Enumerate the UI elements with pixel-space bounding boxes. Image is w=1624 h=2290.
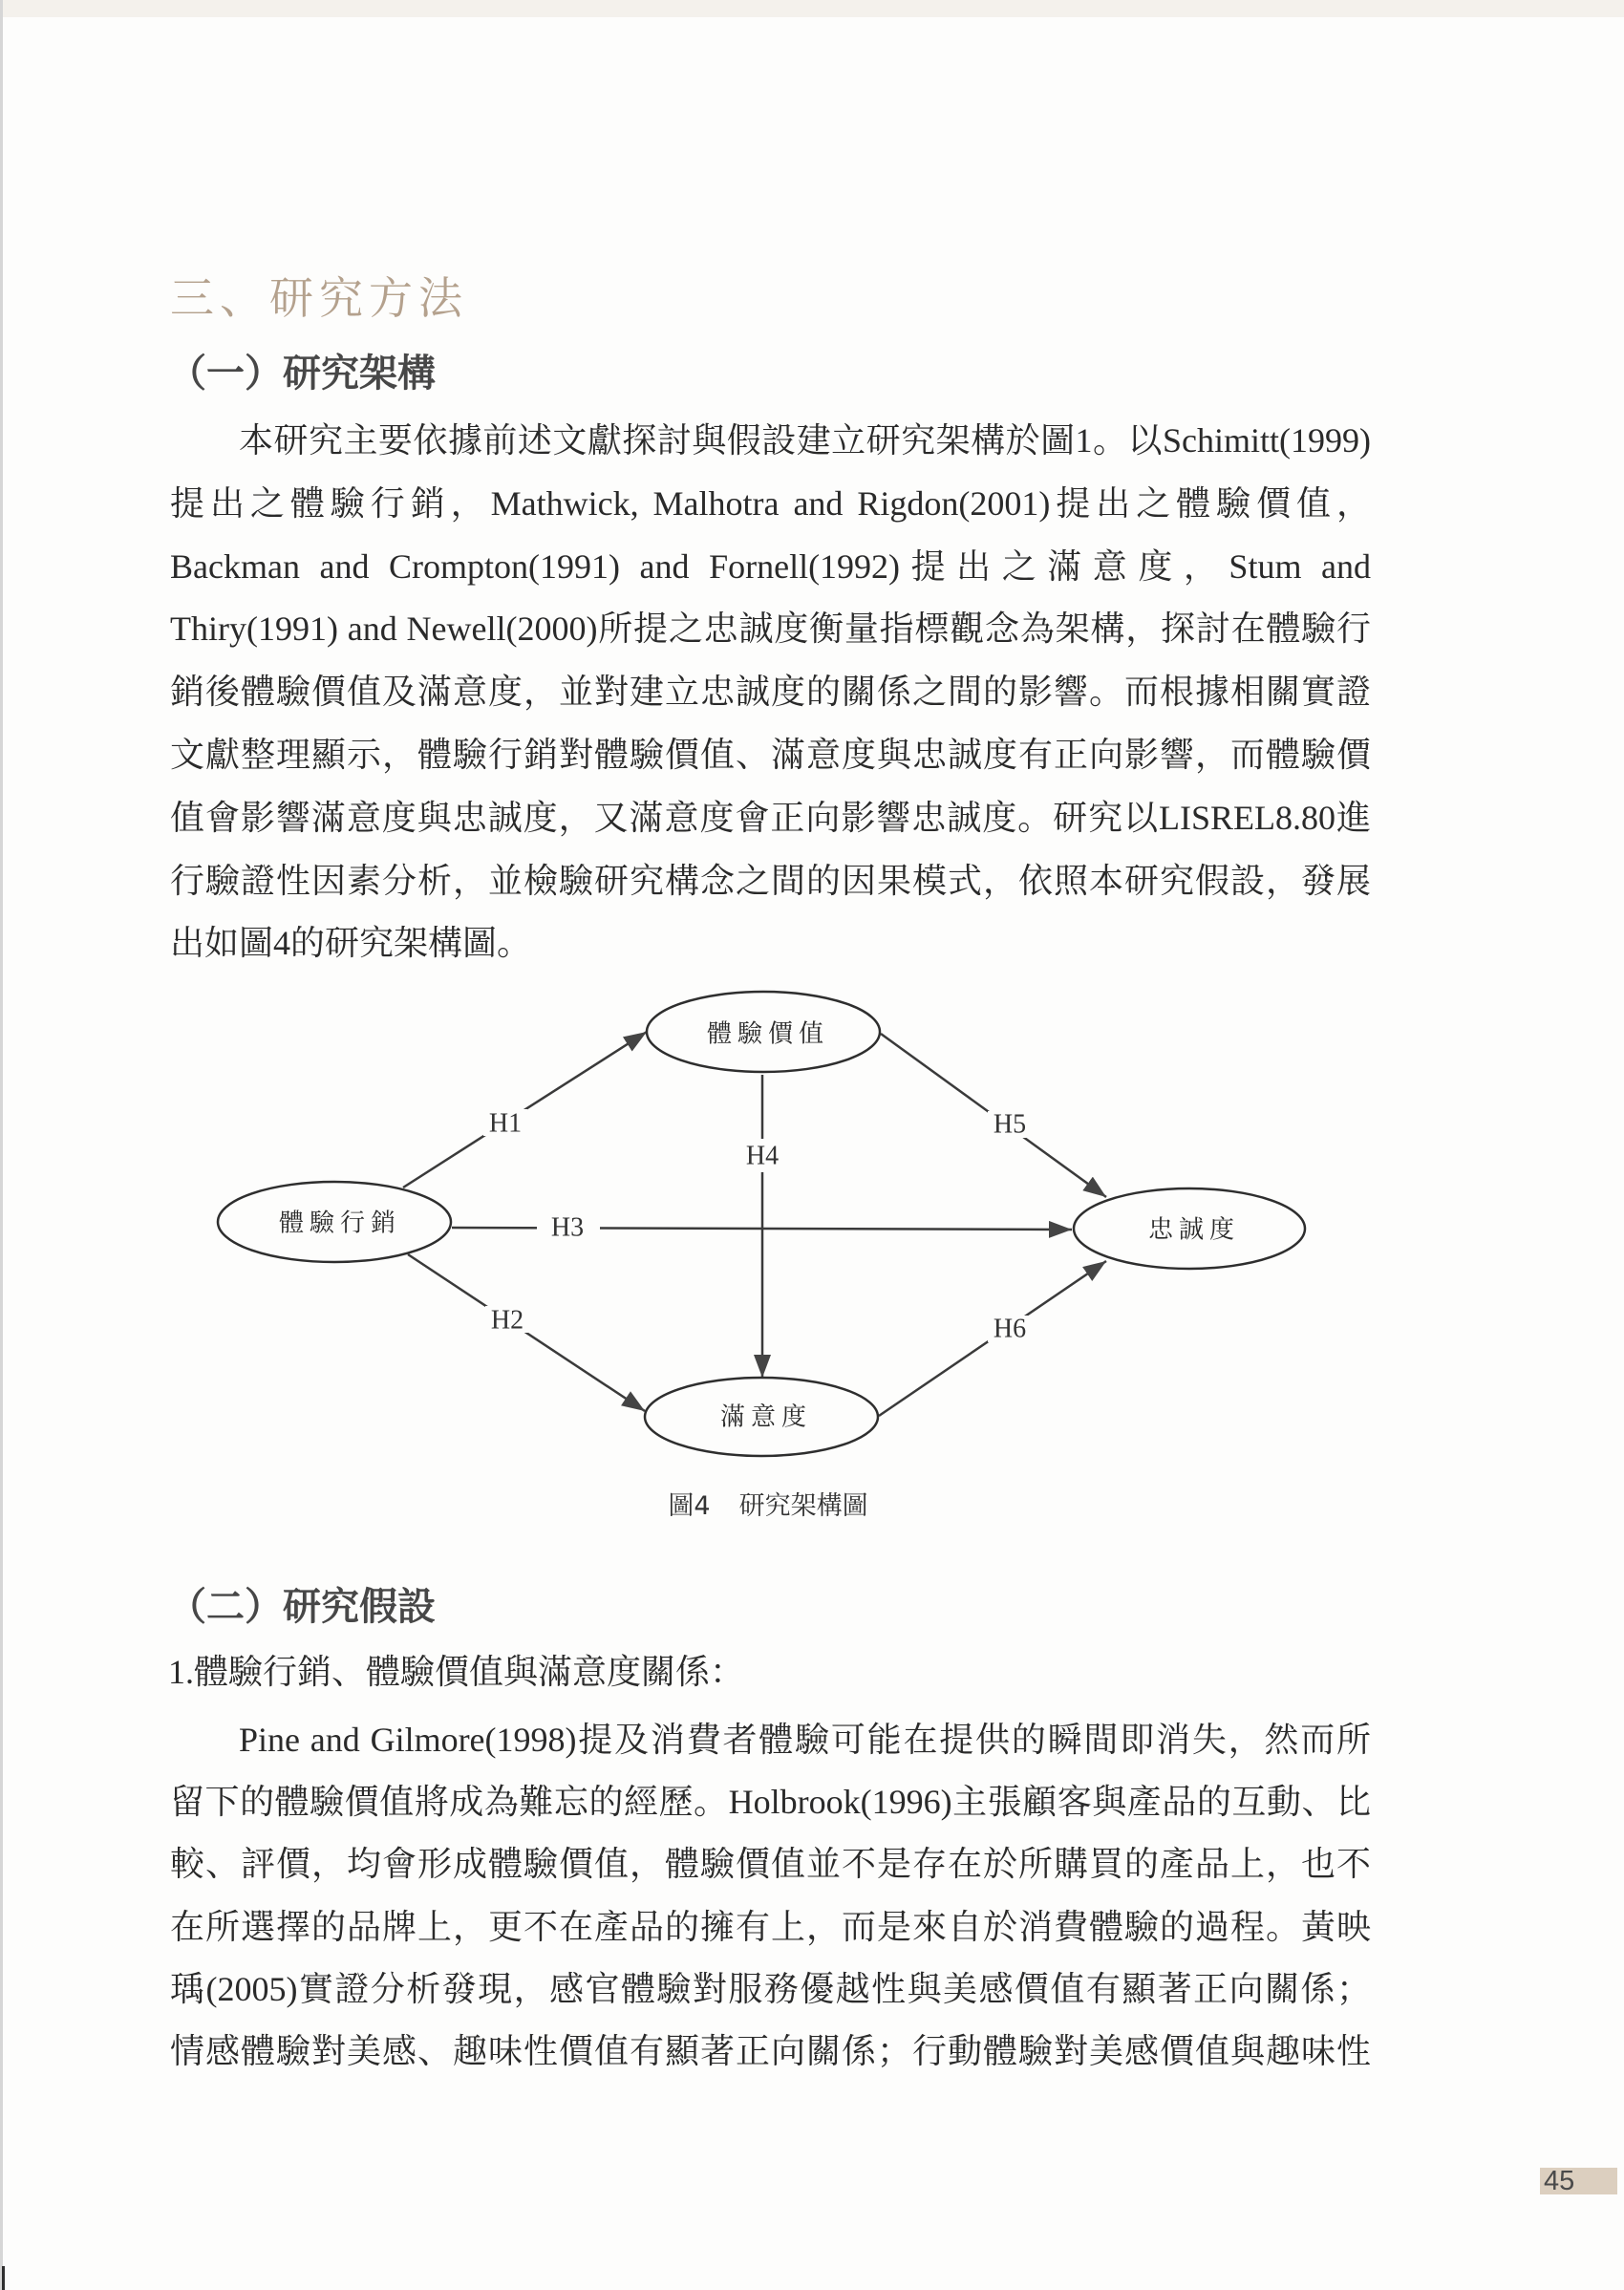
paragraph-line: 瑀(2005)實證分析發現，感官體驗對服務優越性與美感價值有顯著正向關係； <box>170 1969 1371 2008</box>
node-label-loyalty: 忠誠度 <box>1147 1215 1241 1244</box>
figure-caption <box>577 1490 959 1523</box>
section-title: 三、研究方法 <box>170 272 468 324</box>
node-label-experiential-marketing: 體驗行銷 <box>278 1209 402 1237</box>
paragraph-line: 行驗證性因素分析，並檢驗研究構念之間的因果模式，依照本研究假設，發展 <box>170 861 1371 900</box>
paragraph-line: 銷後體驗價值及滿意度，並對建立忠誠度的關係之間的影響。而根據相關實證 <box>170 673 1371 712</box>
paragraph-line: 較、評價，均會形成體驗價值，體驗價值並不是存在於所購買的產品上，也不 <box>170 1845 1371 1884</box>
edge-h3-label: H3 <box>550 1212 585 1243</box>
edge-h4-label: H4 <box>745 1141 780 1171</box>
subsection-heading-framework: （一）研究架構 <box>168 352 436 396</box>
paragraph-line: 情感體驗對美感、趣味性價值有顯著正向關係；行動體驗對美感價值與趣味性 <box>170 2031 1371 2070</box>
figure-caption-title: 研究架構圖 <box>738 1491 868 1521</box>
page-number: 45 <box>1540 2168 1617 2194</box>
subsection-heading-hypotheses: （二）研究假設 <box>168 1585 436 1629</box>
research-framework-diagram <box>0 955 1624 1548</box>
paragraph-line: Backman and Crompton(1991) and Fornell(1992)提出之滿意度，Stum and <box>170 546 1371 586</box>
hypothesis-item-heading: 1.體驗行銷、體驗價值與滿意度關係： <box>168 1653 745 1691</box>
paragraph-line: Thiry(1991) and Newell(2000)所提之忠誠度衡量指標觀念為架構，探討在體驗行 <box>170 610 1371 649</box>
scan-edge-mark <box>2 2266 5 2290</box>
paragraph-line: 在所選擇的品牌上，更不在產品的擁有上，而是來自於消費體驗的過程。黃映 <box>170 1907 1371 1946</box>
paragraph-line: Pine and Gilmore(1998)提及消費者體驗可能在提供的瞬間即消失，然而所 <box>239 1721 1371 1759</box>
paragraph-line: 出如圖4的研究架構圖。 <box>170 924 532 963</box>
paragraph-line: 提出之體驗行銷，Mathwick, Malhotra and Rigdon(2001)提出之體驗價值， <box>170 483 1371 523</box>
paragraph-line: 文獻整理顯示，體驗行銷對體驗價值、滿意度與忠誠度有正向影響，而體驗價 <box>170 735 1371 774</box>
edge-h6-label: H6 <box>993 1314 1027 1344</box>
figure-caption-number: 圖4 <box>668 1491 711 1521</box>
edge-h2-label: H2 <box>490 1305 524 1336</box>
paragraph-hypotheses <box>170 1709 1371 2083</box>
paragraph-line: 本研究主要依據前述文獻探討與假設建立研究架構於圖1。以Schimitt(1999) <box>239 421 1371 460</box>
paragraph-line: 值會影響滿意度與忠誠度，又滿意度會正向影響忠誠度。研究以LISREL8.80進 <box>170 798 1371 837</box>
scan-top-strip <box>0 0 1624 17</box>
node-label-experiential-value: 體驗價值 <box>706 1019 830 1048</box>
paragraph-framework <box>170 410 1371 975</box>
edge-h5-label: H5 <box>993 1109 1027 1140</box>
node-label-satisfaction: 滿意度 <box>719 1402 813 1431</box>
paragraph-line: 留下的體驗價值將成為難忘的經歷。Holbrook(1996)主張顧客與產品的互動、比 <box>170 1783 1371 1822</box>
edge-h1-label: H1 <box>488 1108 523 1139</box>
